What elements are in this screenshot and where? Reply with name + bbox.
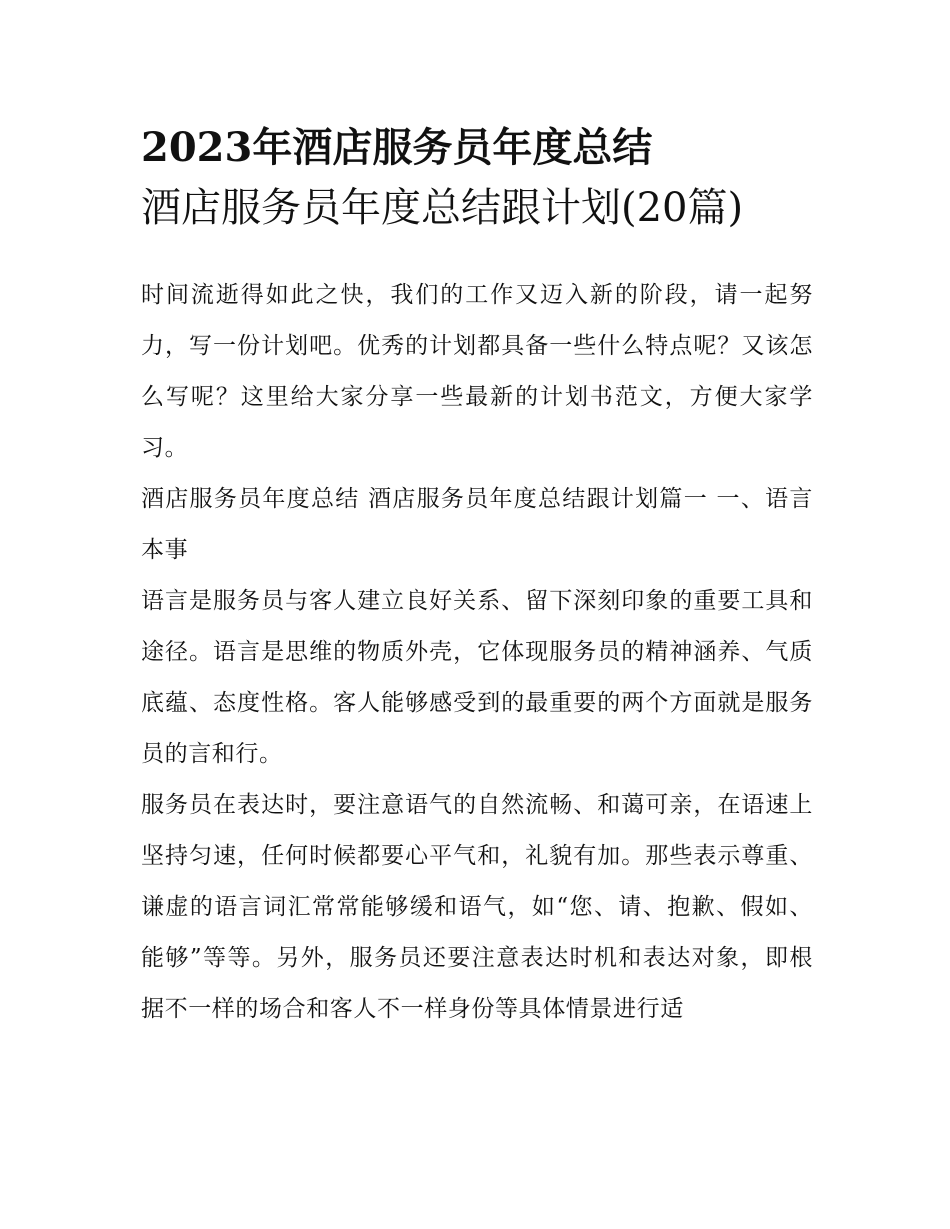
document-body (141, 270, 813, 1035)
title-line-1: 2023年酒店服务员年度总结 (141, 124, 653, 171)
document-title (141, 118, 813, 238)
document-page (141, 118, 813, 1035)
paragraph-intro: 时间流逝得如此之快，我们的工作又迈入新的阶段，请一起努力，写一份计划吧。优秀的计划都具备一些什么特点呢？又该怎么写呢？这里给大家分享一些最新的计划书范文，方便大家学习。 (141, 282, 813, 461)
title-line-2: 酒店服务员年度总结跟计划(20篇) (141, 185, 744, 231)
paragraph-section-heading: 酒店服务员年度总结 酒店服务员年度总结跟计划篇一 一、语言本事 (141, 486, 813, 563)
paragraph-expression: 服务员在表达时，要注意语气的自然流畅、和蔼可亲，在语速上坚持匀速，任何时候都要心平气和，礼貌有加。那些表示尊重、谦虚的语言词汇常常能够缓和语气，如“您、请、抱歉、假如、能够”等等。另外，服务员还要注意表达时机和表达对象，即根据不一样的场合和客人不一样身份等具体情景进行适 (141, 792, 813, 1022)
paragraph-language: 语言是服务员与客人建立良好关系、留下深刻印象的重要工具和途径。语言是思维的物质外壳，它体现服务员的精神涵养、气质底蕴、态度性格。客人能够感受到的最重要的两个方面就是服务员的言和行。 (141, 588, 813, 767)
